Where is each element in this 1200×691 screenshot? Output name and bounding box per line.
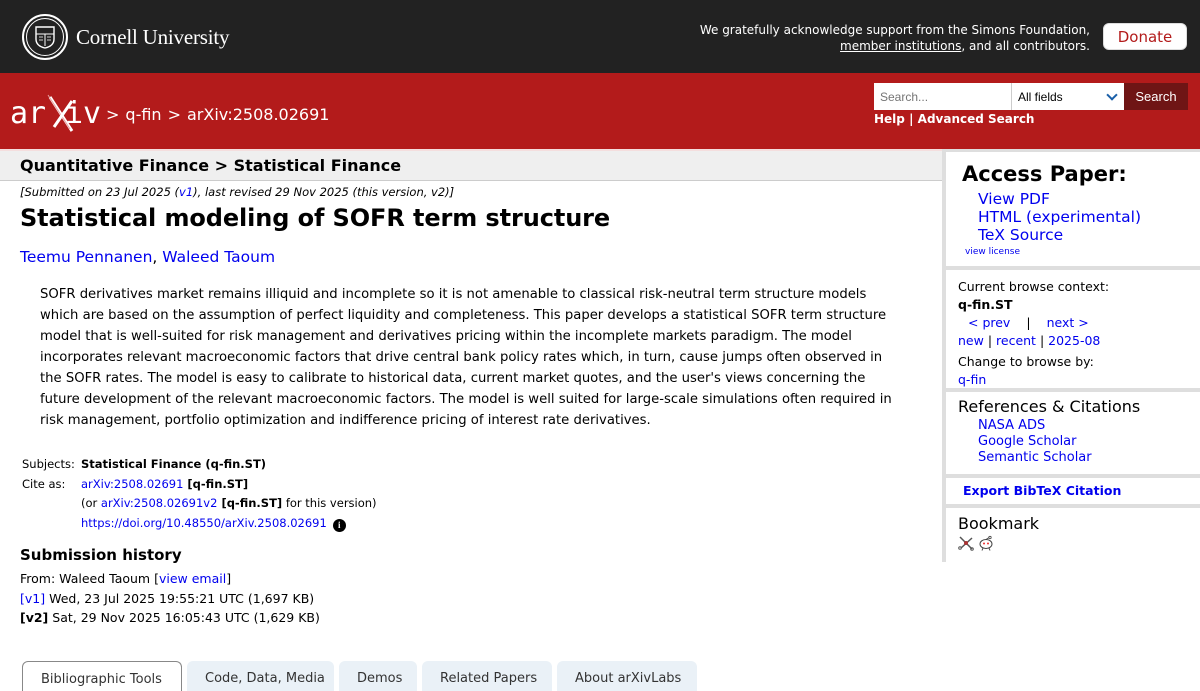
bibsonomy-icon[interactable] [958, 535, 974, 551]
tab-code-data-media[interactable]: Code, Data, Media [187, 661, 334, 691]
bookmark-title: Bookmark [958, 514, 1040, 533]
cornell-name: Cornell University [76, 24, 230, 49]
breadcrumb: > q-fin > arXiv:2508.02691 [106, 105, 330, 124]
cornell-logo[interactable] [22, 14, 229, 60]
reddit-icon[interactable] [978, 535, 994, 551]
search-field-select[interactable]: All fields [1011, 83, 1124, 110]
advanced-search-link[interactable]: Advanced Search [917, 112, 1035, 126]
access-paper-title: Access Paper: [962, 162, 1127, 186]
cite-label: Cite as: [22, 476, 66, 491]
view-email-link[interactable]: view email [158, 571, 227, 586]
references-title: References & Citations [958, 397, 1141, 416]
html-experimental-link[interactable]: HTML (experimental) [978, 208, 1141, 226]
browse-context-value: q-fin.ST [958, 297, 1013, 312]
v1-history-link[interactable]: [v1] [20, 590, 46, 606]
metadata-table: Subjects: Statistical Finance (q-fin.ST) Cite as: arXiv:2508.02691 [q-fin.ST] (or arXiv:2508.02691v2 [q-fin.ST] for this version) https://doi.org/10.48550/arXiv.2508.02691 i [22, 457, 377, 530]
arxiv-logo[interactable] [10, 93, 102, 133]
paper-title: Statistical modeling of SOFR term structure [20, 204, 611, 232]
v1-link[interactable]: v1 [179, 185, 194, 199]
references-panel [946, 392, 1200, 474]
version-entry: [v1] Wed, 23 Jul 2025 19:55:21 UTC (1,697 KB) [20, 590, 315, 606]
category-breadcrumb: Quantitative Finance > Statistical Finance [20, 156, 402, 175]
arxiv-header [0, 73, 1200, 149]
export-bibtex-link[interactable]: Export BibTeX Citation [963, 483, 1122, 498]
tab-bibliographic-tools[interactable]: Bibliographic Tools [22, 661, 182, 691]
category-header [0, 149, 942, 181]
access-paper-panel [946, 152, 1200, 266]
tab-demos[interactable]: Demos [339, 661, 417, 691]
cornell-header [0, 0, 1200, 73]
cornell-seal-icon [22, 14, 68, 60]
support-message: We gratefully acknowledge support from the Simons Foundation, member institutions, and all contributors. [699, 23, 1090, 53]
cite-link[interactable]: arXiv:2508.02691 [81, 476, 184, 491]
version-entry: [v2] Sat, 29 Nov 2025 16:05:43 UTC (1,629 KB) [20, 610, 320, 625]
svg-text:iv: iv [65, 96, 102, 131]
breadcrumb-paper-id: arXiv:2508.02691 [186, 105, 330, 124]
tex-source-link[interactable]: TeX Source [978, 226, 1064, 244]
authors: Teemu Pennanen, Waleed Taoum [20, 248, 276, 266]
tab-about-arxivlabs[interactable]: About arXivLabs [557, 661, 697, 691]
breadcrumb-q-fin[interactable]: q-fin [125, 105, 162, 124]
bookmark-panel [946, 508, 1200, 564]
subjects-value: Statistical Finance (q-fin.ST) [81, 457, 267, 471]
view-pdf-link[interactable]: View PDF [978, 190, 1050, 208]
chevron-down-icon [1106, 89, 1117, 100]
sidebar [942, 149, 1200, 562]
bibtex-panel [946, 478, 1200, 504]
google-scholar-link[interactable]: Google Scholar [978, 434, 1077, 449]
abstract: SOFR derivatives market remains illiquid and incomplete so it is not amenable to classical risk-neutral term structure models which are based on the assumption of perfect liquidity and completeness. This paper develops a statistical SOFR term structure model that is well-suited for risk management and derivatives pricing within the incomplete markets paradigm. The model incorporates relevant macroeconomic factors that drive central bank policy rates which, in turn, cause jumps often observed in the SOFR rates. The model is easy to calibrate to historical data, current market quotes, and the user's views concerning the future development of the relevant macroeconomic factors. The model is well suited for large-scale simulations often required in risk management, portfolio optimization and indifference pricing of interest rate derivatives. [40, 287, 892, 428]
doi-link[interactable]: https://doi.org/10.48550/arXiv.2508.02691 [81, 515, 327, 530]
view-license-link[interactable]: view license [965, 247, 1021, 257]
info-icon[interactable]: i [333, 519, 346, 532]
author-link[interactable]: Teemu Pennanen [20, 248, 153, 266]
donate-button[interactable]: Donate [1103, 23, 1187, 50]
labs-tabs [22, 661, 702, 691]
month-link[interactable]: 2025-08 [1048, 333, 1101, 348]
browse-by-q-fin-link[interactable]: q-fin [958, 372, 987, 387]
search-links: Help | Advanced Search [874, 112, 1035, 126]
semantic-scholar-link[interactable]: Semantic Scholar [978, 450, 1092, 465]
submission-history: From: Waleed Taoum [view email] [v1] Wed, 23 Jul 2025 19:55:21 UTC (1,697 KB) [v2] Sat, 29 Nov 2025 16:05:43 UTC (1,629 KB) [20, 569, 320, 628]
new-link[interactable]: new [958, 333, 984, 348]
search-form [874, 83, 1188, 110]
prev-link[interactable]: < prev [968, 315, 1011, 330]
recent-link[interactable]: recent [996, 333, 1036, 348]
member-institutions-link[interactable]: member institutions [840, 39, 962, 53]
nasa-ads-link[interactable]: NASA ADS [978, 418, 1046, 433]
tab-related-papers[interactable]: Related Papers [422, 661, 552, 691]
subjects-label: Subjects: [22, 457, 75, 471]
search-button[interactable]: Search [1124, 83, 1188, 110]
search-input[interactable] [874, 83, 1011, 110]
next-link[interactable]: next > [1046, 315, 1089, 330]
submission-dates: [Submitted on 23 Jul 2025 (v1), last revised 29 Nov 2025 (this version, v2)] [20, 185, 455, 199]
version-cite-link[interactable]: arXiv:2508.02691v2 [100, 496, 218, 510]
help-link[interactable]: Help [874, 112, 905, 126]
svg-text:ar: ar [10, 96, 47, 131]
browse-context-panel: Current browse context: q-fin.ST < prev | next > new | recent | 2025-08 Change to browse by: q-fin [946, 270, 1200, 388]
author-link[interactable]: Waleed Taoum [162, 248, 276, 266]
submission-history-title: Submission history [20, 546, 182, 564]
arxiv-logo-icon [10, 91, 102, 135]
